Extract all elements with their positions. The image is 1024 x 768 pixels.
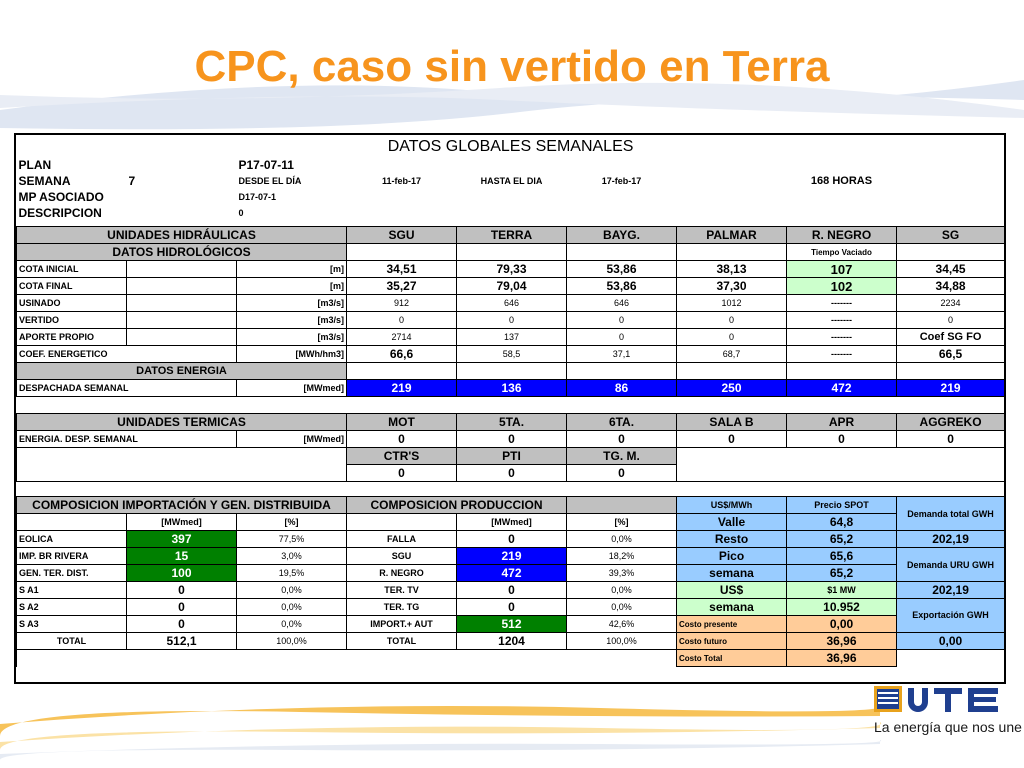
hydro-col: TERRA [457, 227, 567, 244]
thermal-col: SALA B [677, 414, 787, 431]
demanda-uru-label: Demanda URU GWH [897, 548, 1005, 582]
table-row [17, 329, 1005, 346]
semana-label: SEMANA [18, 173, 71, 188]
cell: 66,6 [347, 346, 457, 363]
cell: 250 [677, 380, 787, 397]
prod-title: COMPOSICION PRODUCCION [347, 497, 567, 514]
cell: 0 [457, 599, 567, 616]
row-unit: [m3/s] [237, 295, 347, 312]
row-unit: [m3/s] [237, 312, 347, 329]
price-label: semana [677, 565, 787, 582]
table-row [17, 548, 1005, 565]
desc-label: DESCRIPCION [18, 205, 102, 220]
mp-value: D17-07-1 [238, 191, 277, 202]
table-row [17, 261, 1005, 278]
price-value: 10.952 [787, 599, 897, 616]
cell: 34,51 [347, 261, 457, 278]
desc-row [17, 205, 1005, 221]
tiempo-vaciado: Tiempo Vaciado [787, 244, 897, 261]
header-title-row [17, 135, 1005, 157]
cell: 34,88 [897, 278, 1005, 295]
cell: 79,04 [457, 278, 567, 295]
thermal-col: CTR'S [347, 448, 457, 465]
cell: 219 [347, 380, 457, 397]
cell: 86 [567, 380, 677, 397]
brand-tagline: La energía que nos une [874, 719, 1022, 735]
hydro-col: SG [897, 227, 1005, 244]
cell: 0 [677, 312, 787, 329]
cell: 35,27 [347, 278, 457, 295]
horas-value: 168 HORAS [810, 174, 873, 187]
cell: 512,1 [127, 633, 237, 650]
page-title: CPC, caso sin vertido en Terra [194, 42, 830, 91]
demanda-total-label: Demanda total GWH [897, 497, 1005, 531]
cell: 0 [457, 465, 567, 482]
cell: 15 [127, 548, 237, 565]
hasta-value: 17-feb-17 [601, 175, 642, 186]
cell: 42,6% [567, 616, 677, 633]
row-label: COTA INICIAL [17, 261, 127, 278]
row-label: R. NEGRO [347, 565, 457, 582]
cell: 397 [127, 531, 237, 548]
unit-label: [%] [237, 514, 347, 531]
table-row [17, 278, 1005, 295]
row-label: SGU [347, 548, 457, 565]
cell: 0,0% [567, 582, 677, 599]
cell: 646 [567, 295, 677, 312]
global-data-title: DATOS GLOBALES SEMANALES [387, 137, 634, 155]
hydro-header-row [17, 227, 1005, 244]
cell: ------- [787, 295, 897, 312]
plan-value: P17-07-11 [238, 157, 294, 172]
price-label: Costo presente [677, 616, 787, 633]
price-value: 0,00 [787, 616, 897, 633]
cell: 58,5 [457, 346, 567, 363]
cell: 34,45 [897, 261, 1005, 278]
cell: 0 [787, 431, 897, 448]
cell: ------- [787, 312, 897, 329]
thermal-col: APR [787, 414, 897, 431]
cell: 0 [347, 431, 457, 448]
cell: 2714 [347, 329, 457, 346]
price-label: Pico [677, 548, 787, 565]
cell: 0 [457, 312, 567, 329]
hydro-title: UNIDADES HIDRÁULICAS [17, 227, 347, 244]
price-label: semana [677, 599, 787, 616]
composition-units-row [17, 514, 1005, 531]
row-label: S A2 [17, 599, 127, 616]
thermal-header2-row [17, 448, 1005, 465]
cell: 100,0% [567, 633, 677, 650]
row-unit: [m] [237, 261, 347, 278]
cell: 0,0% [237, 582, 347, 599]
cell: 219 [457, 548, 567, 565]
row-label: TOTAL [17, 633, 127, 650]
cell: 0 [457, 431, 567, 448]
price-label: Valle [677, 514, 787, 531]
cell: 66,5 [897, 346, 1005, 363]
thermal-col: AGGREKO [897, 414, 1005, 431]
cell: ------- [787, 346, 897, 363]
cell: 68,7 [677, 346, 787, 363]
cell: 39,3% [567, 565, 677, 582]
table-row [17, 295, 1005, 312]
thermal-col: PTI [457, 448, 567, 465]
exportacion-value: 0,00 [897, 633, 1005, 650]
row-label: COEF. ENERGETICO [17, 346, 237, 363]
composition-header-row [17, 497, 1005, 514]
row-label: IMPORT.+ AUT [347, 616, 457, 633]
thermal-header-row [17, 414, 1005, 431]
cell: 107 [787, 261, 897, 278]
cell: 19,5% [237, 565, 347, 582]
unit-label: [%] [567, 514, 677, 531]
cell: 53,86 [567, 261, 677, 278]
cell: ------- [787, 329, 897, 346]
price-value: 65,2 [787, 565, 897, 582]
cell: 0 [567, 312, 677, 329]
ute-logo [874, 684, 1008, 714]
table-row [17, 616, 1005, 633]
cell: 0 [677, 431, 787, 448]
cell: 0 [127, 616, 237, 633]
desde-label: DESDE EL DÍA [238, 175, 302, 186]
cell: 100,0% [237, 633, 347, 650]
exportacion-label: Exportación GWH [897, 599, 1005, 633]
cell: 646 [457, 295, 567, 312]
hasta-label: HASTA EL DIA [480, 175, 543, 186]
table-row [17, 599, 1005, 616]
hydro-subtitle-row [17, 244, 1005, 261]
row-label: DESPACHADA SEMANAL [17, 380, 237, 397]
row-label: S A3 [17, 616, 127, 633]
cell: 53,86 [567, 278, 677, 295]
hydro-col: BAYG. [567, 227, 677, 244]
thermal-col: 6TA. [567, 414, 677, 431]
row-label: S A1 [17, 582, 127, 599]
thermal-values2-row [17, 465, 1005, 482]
energia-title: DATOS ENERGIA [17, 363, 347, 380]
cell: 0 [567, 431, 677, 448]
plan-label: PLAN [18, 157, 52, 172]
cell: 0 [567, 329, 677, 346]
cell: 136 [457, 380, 567, 397]
thermal-col: 5TA. [457, 414, 567, 431]
weekly-data-table [16, 135, 1005, 667]
price-label: Costo Total [677, 650, 787, 667]
cell: 472 [787, 380, 897, 397]
row-label: TOTAL [347, 633, 457, 650]
cell: 0,0% [237, 616, 347, 633]
cell: 0 [567, 465, 677, 482]
cell: 0,0% [237, 599, 347, 616]
import-title: COMPOSICION IMPORTACIÓN Y GEN. DISTRIBUIDA [17, 497, 347, 514]
table-row [17, 346, 1005, 363]
cell: 38,13 [677, 261, 787, 278]
price-value: 36,96 [787, 650, 897, 667]
plan-row [17, 157, 1005, 173]
cell: 0 [457, 582, 567, 599]
price-label: Resto [677, 531, 787, 548]
row-unit: [MWmed] [237, 431, 347, 448]
table-row [17, 531, 1005, 548]
row-label: ENERGIA. DESP. SEMANAL [17, 431, 237, 448]
cell: 137 [457, 329, 567, 346]
cell: 1012 [677, 295, 787, 312]
desde-value: 11-feb-17 [381, 175, 422, 186]
cell: 37,1 [567, 346, 677, 363]
row-label: APORTE PROPIO [17, 329, 127, 346]
cell: 219 [897, 380, 1005, 397]
thermal-title: UNIDADES TERMICAS [17, 414, 347, 431]
usd-mwh-label: US$/MWh [677, 497, 787, 514]
cell: 2234 [897, 295, 1005, 312]
row-unit: [m] [237, 278, 347, 295]
row-label: TER. TV [347, 582, 457, 599]
cell: 102 [787, 278, 897, 295]
cell: 0 [127, 599, 237, 616]
cell: 77,5% [237, 531, 347, 548]
cell: 0 [347, 312, 457, 329]
price-value: $1 MW [787, 582, 897, 599]
cell: 0 [897, 431, 1005, 448]
cell: 18,2% [567, 548, 677, 565]
price-label: US$ [677, 582, 787, 599]
row-label: VERTIDO [17, 312, 127, 329]
costo-total-row [17, 650, 1005, 667]
hydro-col: R. NEGRO [787, 227, 897, 244]
cell: 100 [127, 565, 237, 582]
hydro-subtitle: DATOS HIDROLÓGICOS [17, 244, 347, 261]
price-value: 36,96 [787, 633, 897, 650]
thermal-energia-row [17, 431, 1005, 448]
price-value: 65,2 [787, 531, 897, 548]
cell: 0,0% [567, 531, 677, 548]
thermal-col: TG. M. [567, 448, 677, 465]
demanda-total-value: 202,19 [897, 531, 1005, 548]
price-label: Costo futuro [677, 633, 787, 650]
unit-label: [MWmed] [457, 514, 567, 531]
thermal-col: MOT [347, 414, 457, 431]
total-row [17, 633, 1005, 650]
cell: 0 [347, 465, 457, 482]
energia-title-row [17, 363, 1005, 380]
cell: 3,0% [237, 548, 347, 565]
row-label: GEN. TER. DIST. [17, 565, 127, 582]
semana-value: 7 [128, 173, 136, 188]
cell: 472 [457, 565, 567, 582]
row-label: EOLICA [17, 531, 127, 548]
cell: 0,0% [567, 599, 677, 616]
row-label: TER. TG [347, 599, 457, 616]
mp-label: MP ASOCIADO [18, 189, 104, 204]
precio-spot-label: Precio SPOT [787, 497, 897, 514]
cell: 512 [457, 616, 567, 633]
table-row [17, 312, 1005, 329]
cell: 37,30 [677, 278, 787, 295]
desc-value: 0 [238, 207, 244, 218]
table-row [17, 565, 1005, 582]
cell: 1204 [457, 633, 567, 650]
despachada-row [17, 380, 1005, 397]
hydro-col: PALMAR [677, 227, 787, 244]
unit-label: [MWmed] [127, 514, 237, 531]
cell: 0 [127, 582, 237, 599]
hydro-col: SGU [347, 227, 457, 244]
cell: 79,33 [457, 261, 567, 278]
cell: 0 [677, 329, 787, 346]
mp-row [17, 189, 1005, 205]
cell: 0 [457, 531, 567, 548]
demanda-uru-value: 202,19 [897, 582, 1005, 599]
table-row [17, 582, 1005, 599]
row-label: FALLA [347, 531, 457, 548]
cell: 0 [897, 312, 1005, 329]
price-value: 64,8 [787, 514, 897, 531]
semana-row [17, 173, 1005, 189]
cell: 912 [347, 295, 457, 312]
row-label: COTA FINAL [17, 278, 127, 295]
row-unit: [MWh/hm3] [237, 346, 347, 363]
row-unit: [m3/s] [237, 329, 347, 346]
row-unit: [MWmed] [237, 380, 347, 397]
row-label: USINADO [17, 295, 127, 312]
cell: Coef SG FO [897, 329, 1005, 346]
price-value: 65,6 [787, 548, 897, 565]
row-label: IMP. BR RIVERA [17, 548, 127, 565]
